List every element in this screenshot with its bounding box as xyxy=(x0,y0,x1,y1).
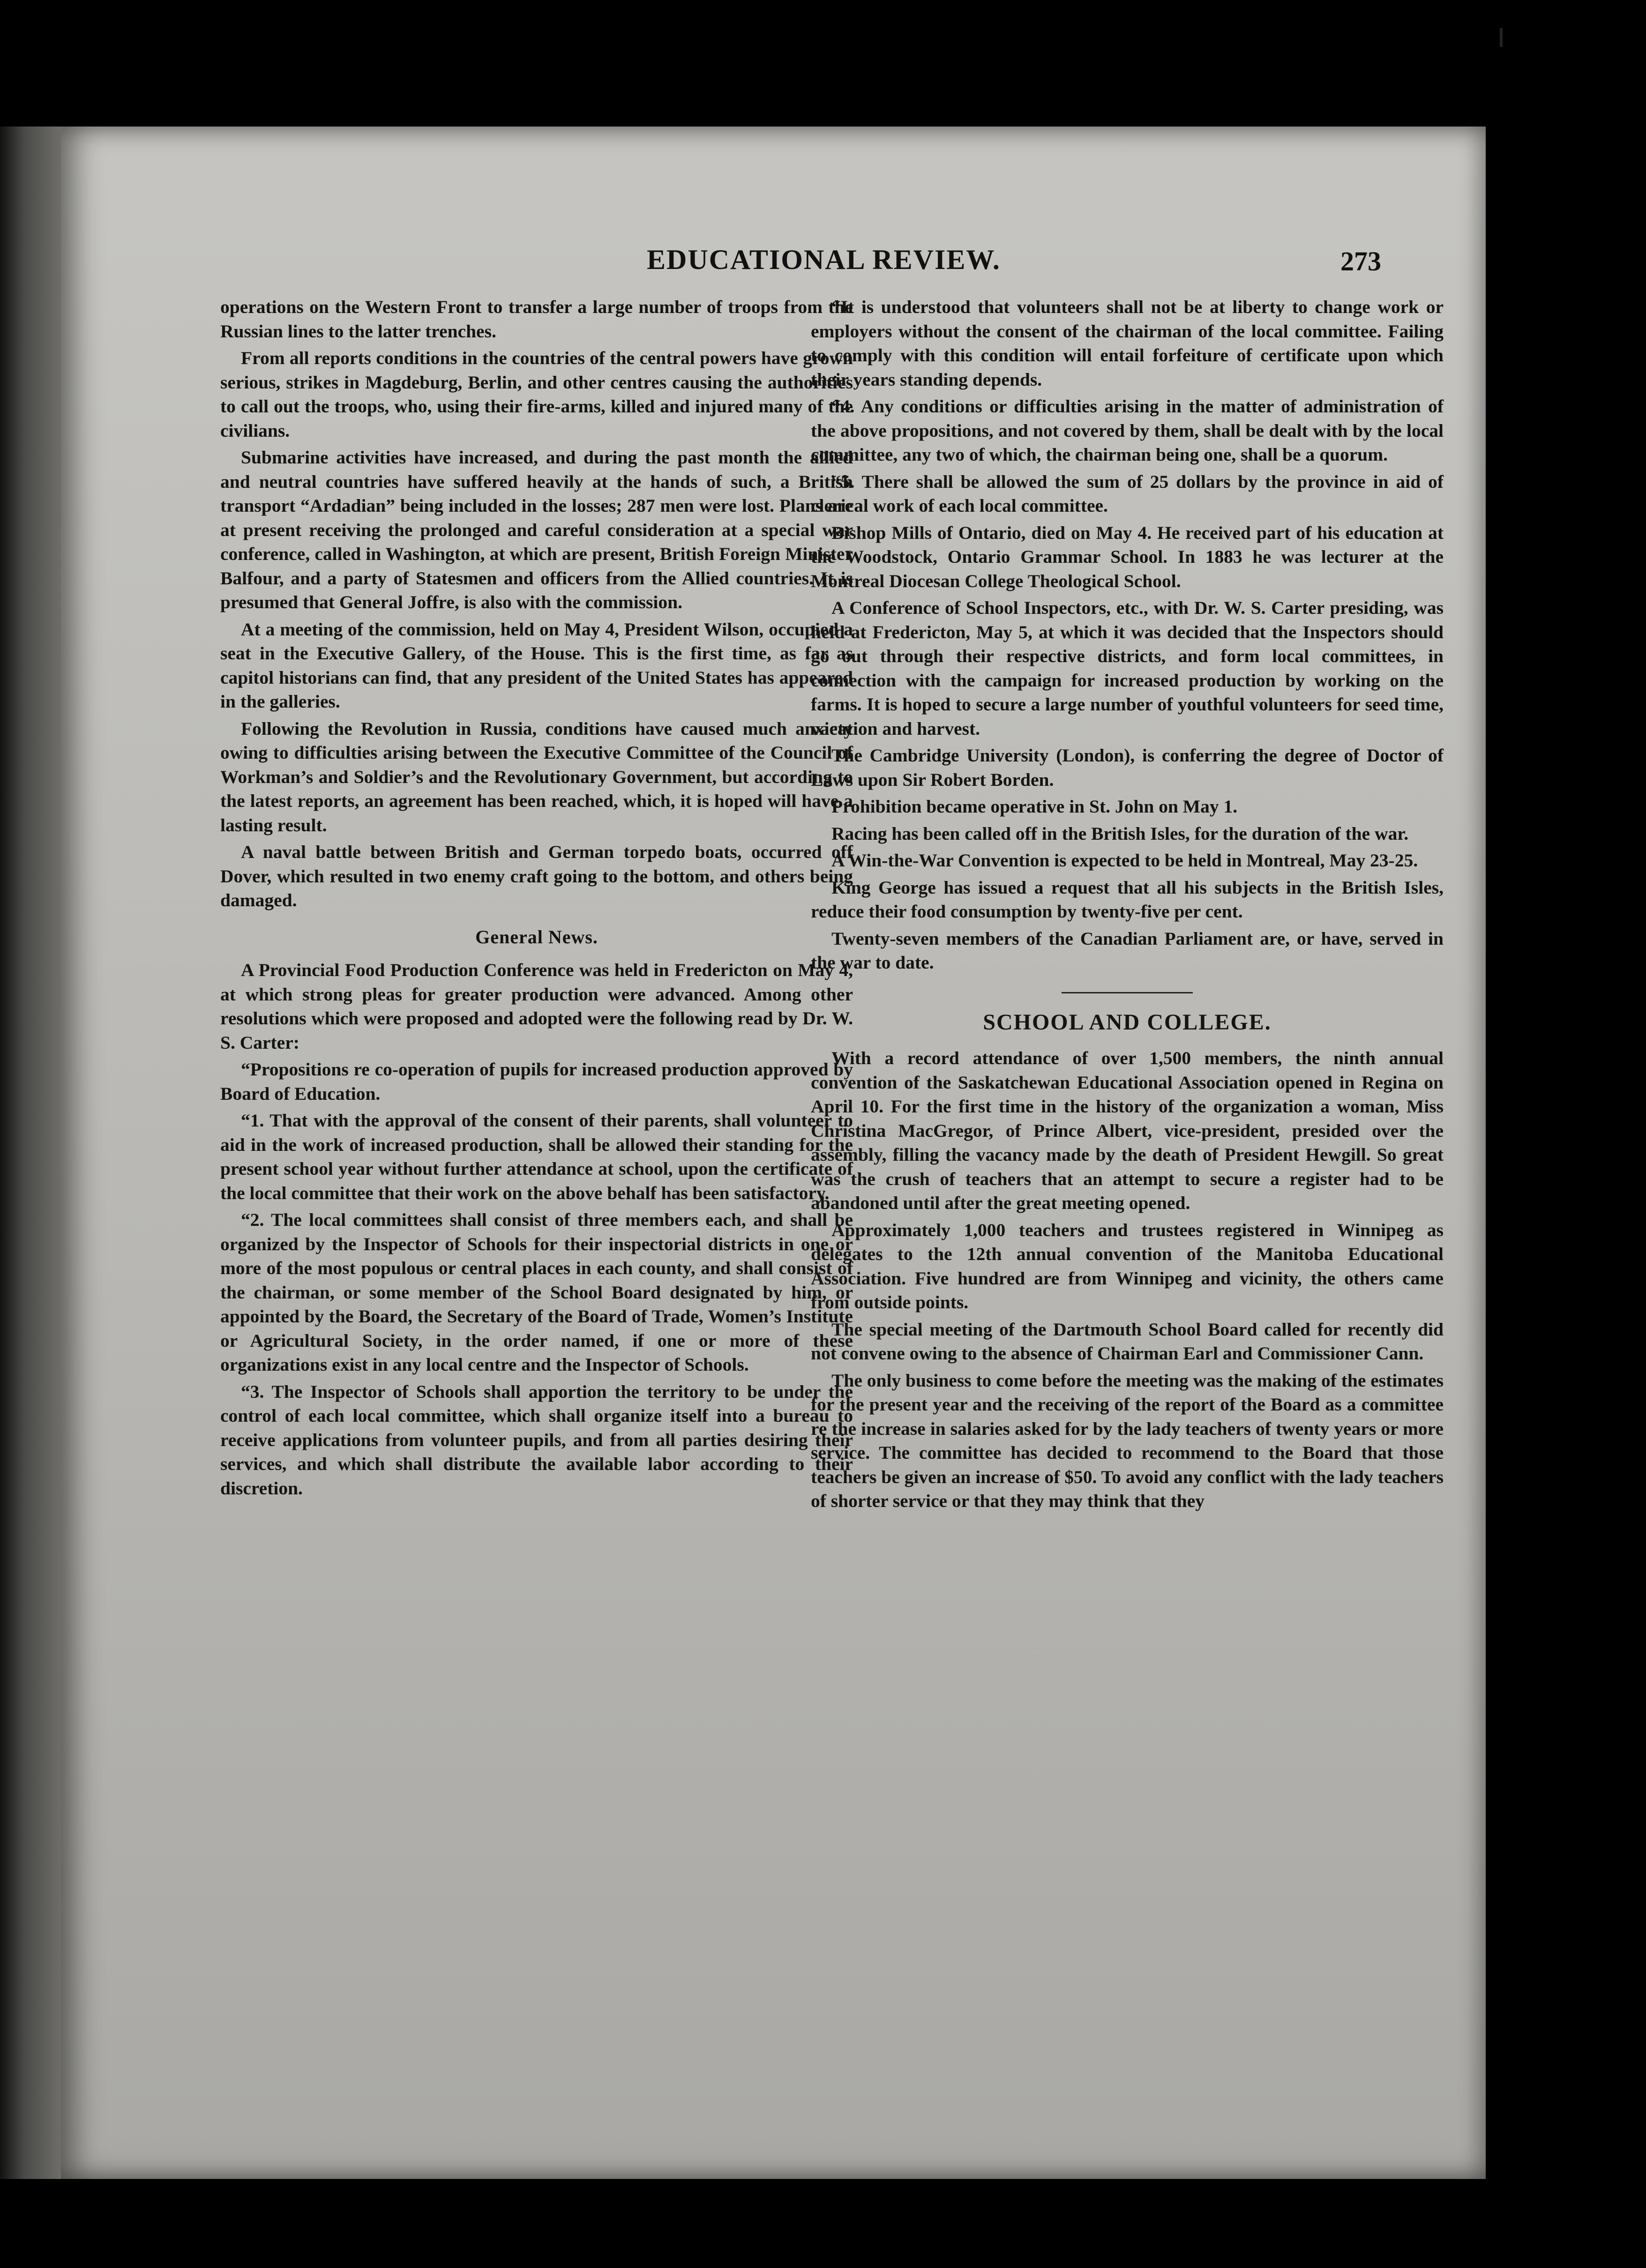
paragraph: The only business to come before the meeting was the making of the estimates for the present year and the receiving of the report of the Board as a committee re the increase in salaries asked for by the lady teachers of twenty years or more service. The committee has decided to recommend to the Board that those teachers be given an increase of $50. To avoid any conflict with the lady teachers of shorter service or that they may think that they xyxy=(811,1370,1444,1511)
paragraph: Bishop Mills of Ontario, died on May 4. He received part of his education at the Woodstock, Ontario Grammar School. In 1883 he was lecturer at the Montreal Diocesan College Theological School. xyxy=(811,522,1444,591)
paragraph: “3. The Inspector of Schools shall apportion the territory to be under the control of each local committee, which shall organize itself into a bureau to receive applications from volunteer pupils, and from all parties desiring their services, and which shall distribute the available labor according to their discretion. xyxy=(220,1381,853,1499)
paragraph: The special meeting of the Dartmouth School Board called for recently did not convene owing to the absence of Chairman Earl and Commissioner Cann. xyxy=(811,1319,1444,1364)
paragraph: operations on the Western Front to transfer a large number of troops from the Russian lines to the latter trenches. xyxy=(220,297,853,342)
paragraph: With a record attendance of over 1,500 members, the ninth annual convention of the Saskatchewan Educational Association opened in Regina on April 10. For the first time in the history of the organization a woman, Miss Christina MacGregor, of Prince Albert, vice-president, presided over the assembly, filling the vacancy made by the death of President Hewgill. So great was the crush of teachers that an attempt to secure a register had to be abandoned until after the great meeting opened. xyxy=(811,1048,1444,1213)
scanned-page xyxy=(61,127,1486,2179)
running-title: EDUCATIONAL REVIEW. xyxy=(647,244,1001,275)
book-spine-shadow xyxy=(0,127,61,2179)
paragraph: A Provincial Food Production Conference was held in Fredericton on May 4, at which strong pleas for greater production were advanced. Among other resolutions which were proposed and adopted were the following read by Dr. W. S. Carter: xyxy=(220,960,853,1053)
page-header xyxy=(61,244,1486,295)
paragraph: King George has issued a request that all his subjects in the British Isles, reduce their food consumption by twenty-five per cent. xyxy=(811,877,1444,922)
paragraph: “Propositions re co-operation of pupils for increased production approved by Board of Education. xyxy=(220,1059,853,1104)
section-divider xyxy=(1062,992,1193,993)
paragraph: “It is understood that volunteers shall not be at liberty to change work or employers without the consent of the chairman of the local committee. Failing to comply with this condition will entail forfeiture of certificate upon which their years standing depends. xyxy=(811,297,1444,390)
paragraph: “1. That with the approval of the consent of their parents, shall volunteer to aid in the work of increased production, shall be allowed their standing for the present school year without further attendance at school, upon the certificate of the local committee that their work on the above behalf has been satisfactory. xyxy=(220,1110,853,1203)
paragraph: A Win-the-War Convention is expected to be held in Montreal, May 23-25. xyxy=(831,850,1418,871)
paragraph: “2. The local committees shall consist of three members each, and shall be organized by the Inspector of Schools for their inspectorial districts in one or more of the most populous or central places in each county, and shall consist of the chairman, or some member of the School Board designated by him, or appointed by the Board, the Secretary of the Board of Trade, Women’s Institute or Agricultural Society, in the order named, if one or more of these organizations exist in any local centre and the Inspector of Schools. xyxy=(220,1209,853,1375)
left-column xyxy=(220,295,853,1503)
paragraph: “5. There shall be allowed the sum of 25 dollars by the province in aid of clerical work of each local committee. xyxy=(811,471,1444,516)
paragraph: Following the Revolution in Russia, conditions have caused much anxiety owing to difficulties arising between the Executive Committee of the Council of Workman’s and Soldier’s and the Revolutionary Government, but according to the latest reports, an agreement has been reached, which, it is hoped will have a lasting result. xyxy=(220,718,853,836)
paragraph: Twenty-seven members of the Canadian Parliament are, or have, served in the war to date. xyxy=(811,928,1444,973)
film-edge-mark xyxy=(1500,28,1503,47)
paragraph: At a meeting of the commission, held on May 4, President Wilson, occupied a seat in the Executive Gallery, of the House. This is the first time, as far as capitol historians can find, that any president of the United States has appeared in the galleries. xyxy=(220,619,853,712)
paragraph: A Conference of School Inspectors, etc., with Dr. W. S. Carter presiding, was held at Fredericton, May 5, at which it was decided that the Inspectors should go out through their respective districts, and form local committees, in connection with the campaign for increased production by working on the farms. It is hoped to secure a large number of youthful volunteers for seed time, vacation and harvest. xyxy=(811,597,1444,739)
paragraph: Submarine activities have increased, and during the past month the allied and neutral countries have suffered heavily at the hands of such, a British transport “Ardadian” being included in the losses; 287 men were lost. Plans are at present receiving the prolonged and careful consideration at a special war conference, called in Washington, at which are present, British Foreign Minister Balfour, and a party of Statesmen and officers from the Allied countries. It is presumed that General Joffre, is also with the commission. xyxy=(220,447,853,612)
paragraph: Prohibition became operative in St. John on May 1. xyxy=(831,796,1238,817)
paragraph: The Cambridge University (London), is conferring the degree of Doctor of Laws upon Sir Robert Borden. xyxy=(811,745,1444,790)
paragraph: From all reports conditions in the countries of the central powers have grown serious, strikes in Magdeburg, Berlin, and other centres causing the authorities to call out the troops, who, using their fire-arms, killed and injured many of the civilians. xyxy=(220,348,853,441)
paragraph: “4. Any conditions or difficulties arising in the matter of administration of the above propositions, and not covered by them, shall be dealt with by the local committee, any two of which, the chairman being one, shall be a quorum. xyxy=(811,396,1444,465)
paragraph: Racing has been called off in the British Isles, for the duration of the war. xyxy=(831,823,1409,844)
section-heading-general-news: General News. xyxy=(475,926,598,947)
right-column xyxy=(811,295,1444,1516)
page-number: 273 xyxy=(1340,246,1381,276)
paragraph: Approximately 1,000 teachers and trustees registered in Winnipeg as delegates to the 12th annual convention of the Manitoba Educational Association. Five hundred are from Winnipeg and vicinity, the others came from outside points. xyxy=(811,1219,1444,1313)
paragraph: A naval battle between British and German torpedo boats, occurred off Dover, which resulted in two enemy craft going to the bottom, and others being damaged. xyxy=(220,842,853,910)
section-heading-school-and-college: SCHOOL AND COLLEGE. xyxy=(983,1009,1272,1035)
